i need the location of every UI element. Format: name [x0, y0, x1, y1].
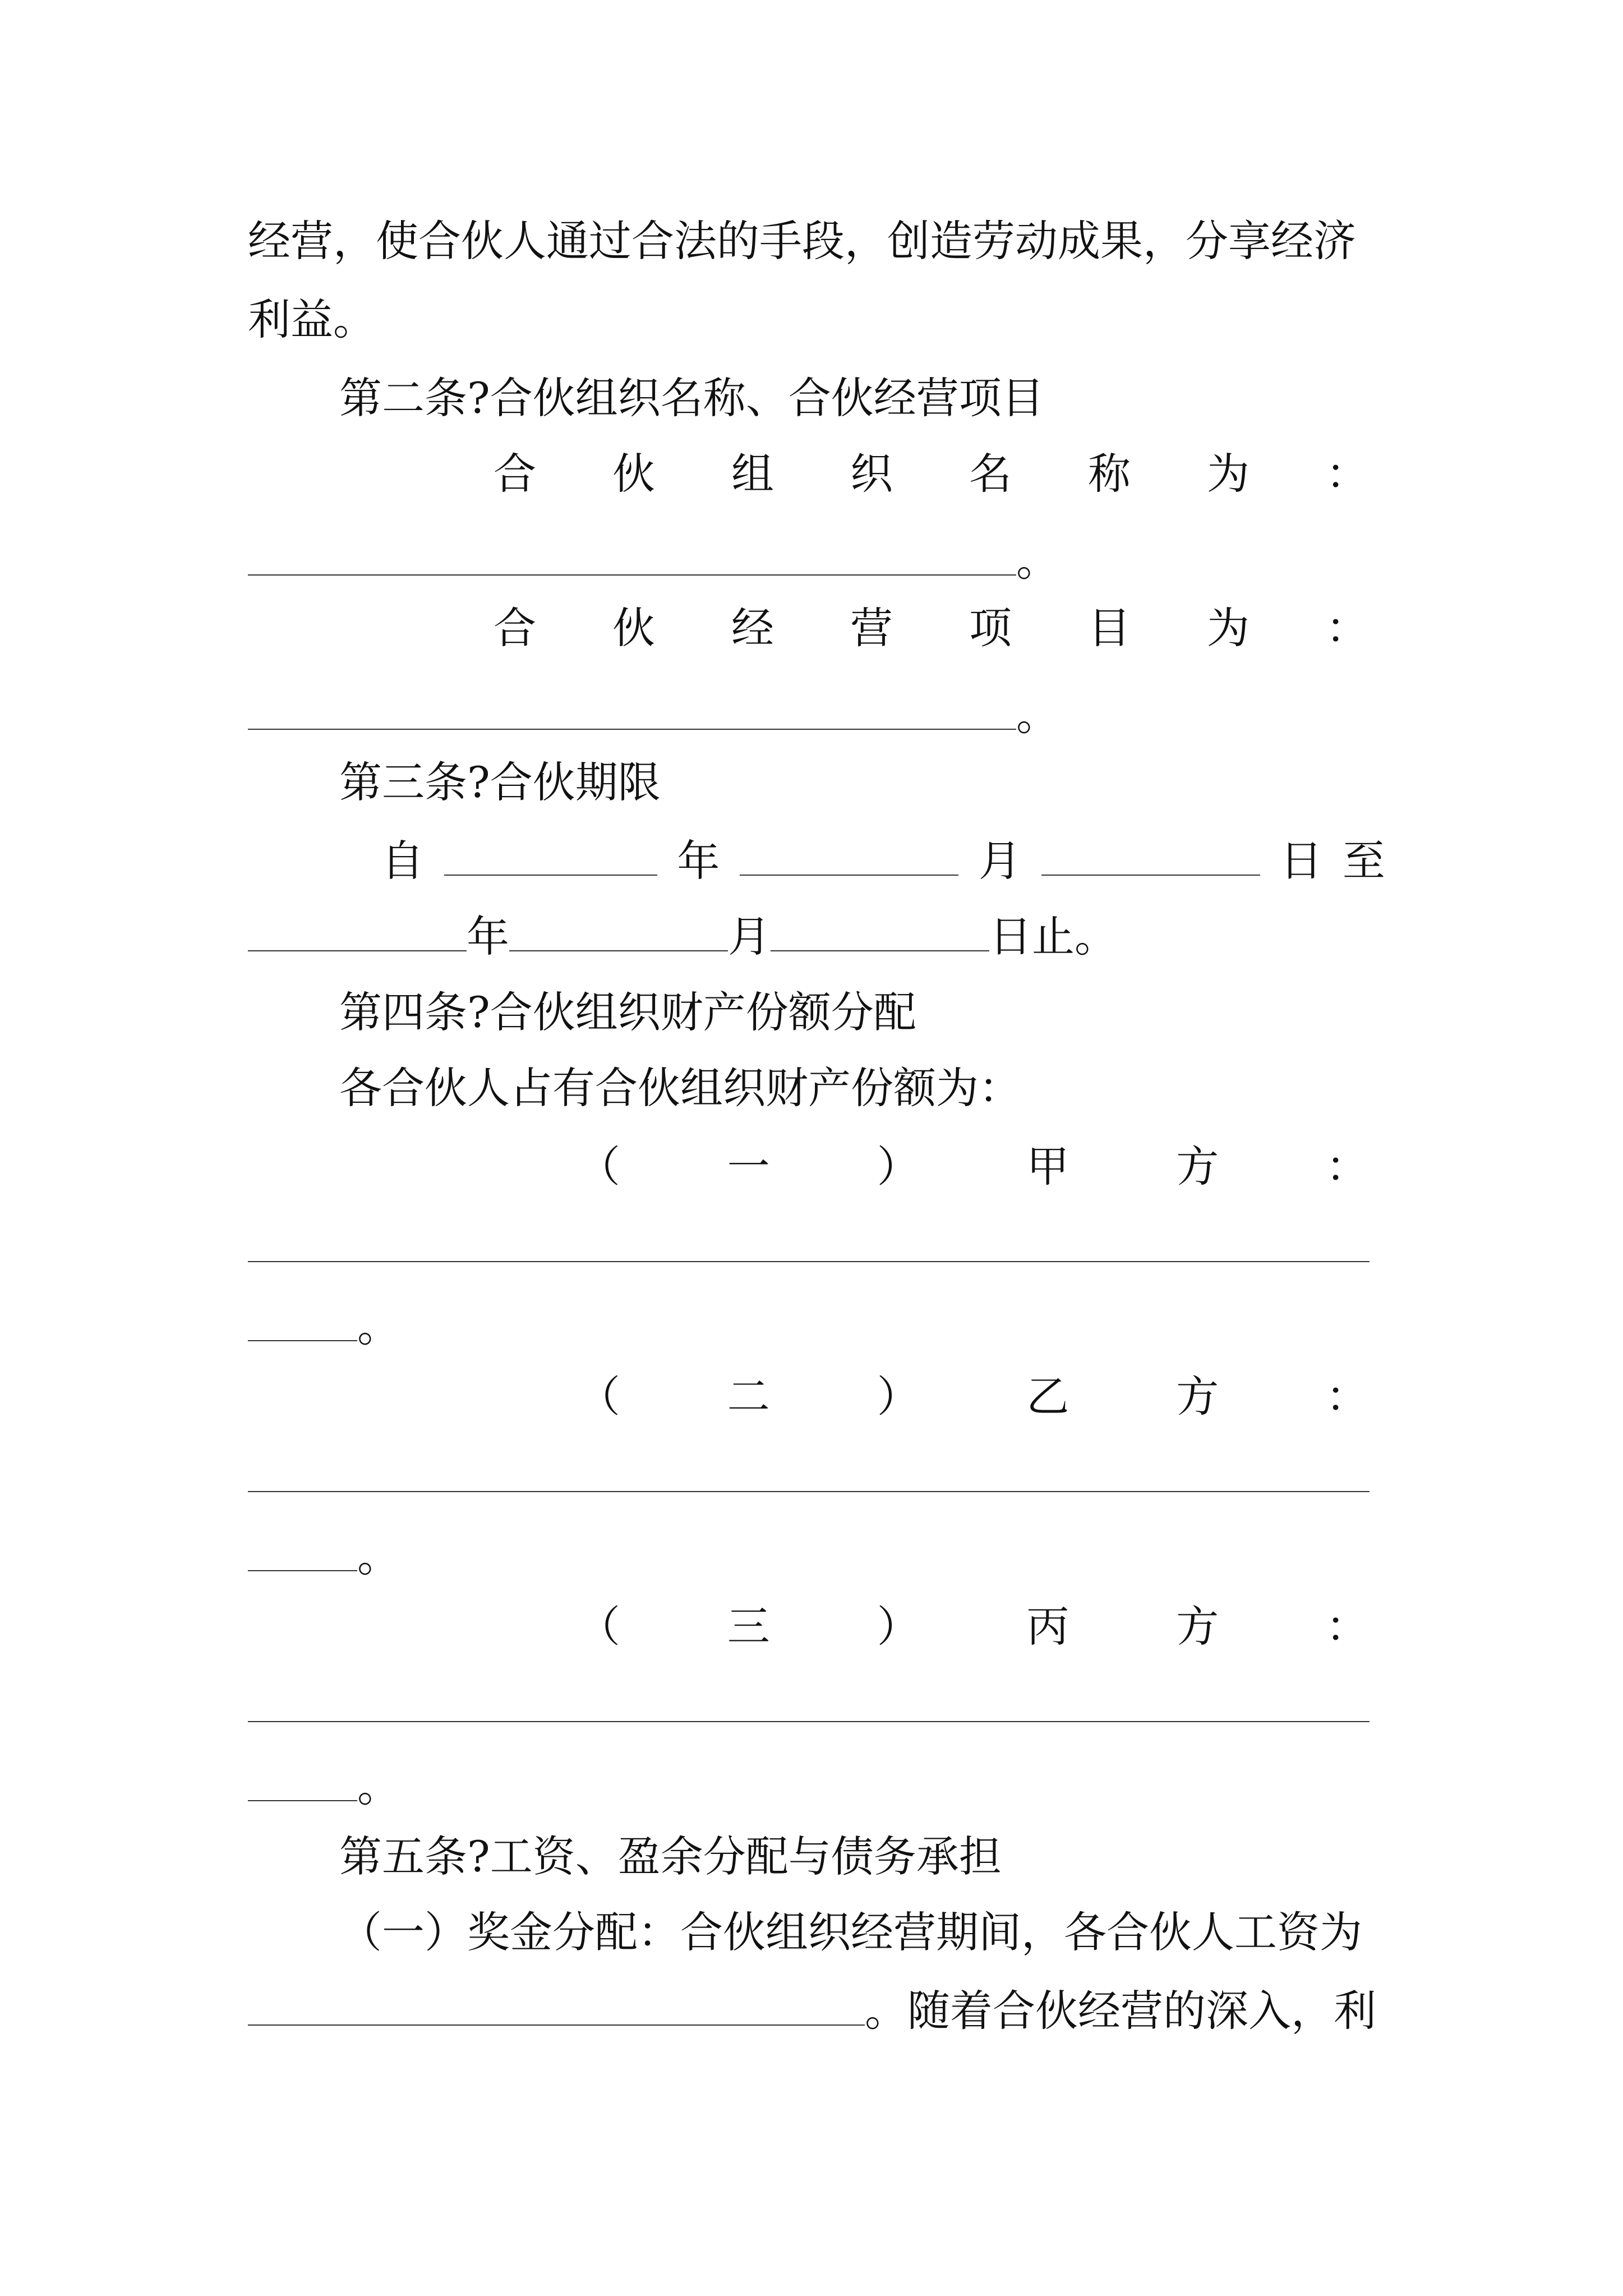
term-end-day-blank[interactable]: [771, 912, 989, 951]
party-a-blank-full[interactable]: [248, 1223, 1370, 1262]
party-c-blank-full[interactable]: [248, 1683, 1370, 1722]
term-line-1: 自 年 月 日 至: [381, 836, 1385, 886]
project-blank[interactable]: [248, 691, 1016, 730]
org-name-blank-line: 。: [248, 536, 1623, 586]
org-name-blank[interactable]: [248, 536, 1016, 576]
term-start-month-blank[interactable]: [740, 836, 958, 876]
body-line-1: 经营，使合伙人通过合法的手段，创造劳动成果，分享经济: [248, 216, 1356, 266]
term-line-2: 年 月 日止。: [248, 912, 1623, 962]
term-start-year-blank[interactable]: [444, 836, 657, 876]
party-b-label: （ 二 ） 乙 方 ：: [578, 1372, 1368, 1421]
article-5-line-2: 。随着合伙经营的深入，利: [248, 1986, 1623, 2036]
party-b-blank-end-line: 。: [248, 1531, 1623, 1582]
term-end-month-blank[interactable]: [509, 912, 728, 951]
project-blank-line: 。: [248, 690, 1623, 740]
project-label: 合 伙 经 营 项 目 为 ：: [494, 603, 1368, 653]
party-a-label: （ 一 ） 甲 方 ：: [578, 1142, 1368, 1191]
article-3-title: 第三条?合伙期限: [339, 757, 661, 807]
party-b-blank-full[interactable]: [248, 1453, 1370, 1492]
party-a-blank-end[interactable]: [248, 1302, 357, 1341]
body-line-2: 利益。: [248, 295, 376, 344]
salary-blank[interactable]: [248, 1986, 865, 2026]
party-b-blank-end[interactable]: [248, 1532, 357, 1571]
article-2-title: 第二条?合伙组织名称、合伙经营项目: [339, 373, 1044, 423]
party-c-blank-end-line: 。: [248, 1761, 1623, 1812]
article-4-title: 第四条?合伙组织财产份额分配: [339, 987, 916, 1037]
article-4-intro: 各合伙人占有合伙组织财产份额为：: [339, 1063, 1021, 1113]
org-name-label: 合 伙 组 织 名 称 为 ：: [494, 449, 1368, 499]
party-c-label: （ 三 ） 丙 方 ：: [578, 1602, 1368, 1651]
term-end-year-blank[interactable]: [248, 912, 467, 951]
party-c-blank-end[interactable]: [248, 1762, 357, 1801]
article-5-line-1: （一）奖金分配：合伙组织经营期间，各合伙人工资为: [339, 1907, 1362, 1957]
term-start-day-blank[interactable]: [1041, 836, 1260, 876]
article-5-title: 第五条?工资、盈余分配与债务承担: [339, 1832, 1002, 1881]
party-a-blank-end-line: 。: [248, 1301, 1623, 1352]
